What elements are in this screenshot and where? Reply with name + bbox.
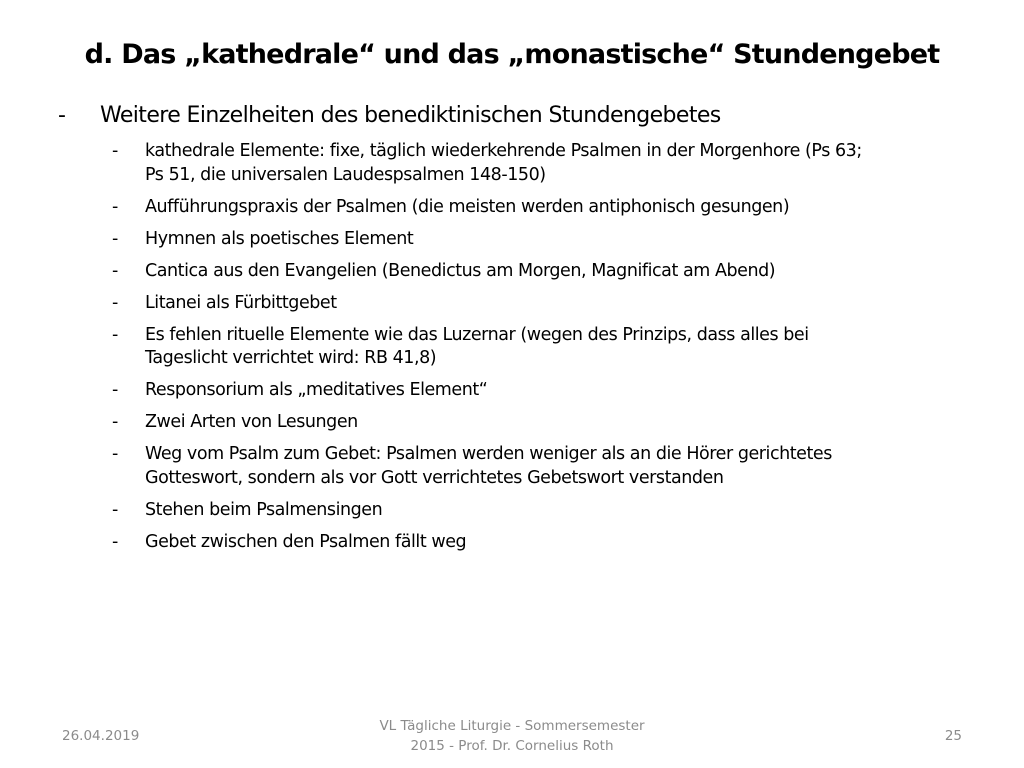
sub-bullet-item — [0, 411, 1024, 435]
bullet-line: Gebet zwischen den Psalmen fällt weg — [145, 531, 467, 552]
bullet-line: Litanei als Fürbittgebet — [145, 292, 337, 313]
slide-title: d. Das „kathedrale“ und das „monastische“ Stundengebet — [84, 39, 940, 70]
bullet-marker: - — [112, 531, 118, 552]
bullet-marker: - — [112, 196, 118, 217]
bullet-line: Cantica aus den Evangelien (Benedictus am Morgen, Magnificat am Abend) — [145, 260, 776, 281]
footer-date: 26.04.2019 — [62, 728, 140, 744]
main-bullet-marker: - — [58, 103, 66, 128]
bullet-line: Gotteswort, sondern als vor Gott verrichtetes Gebetswort verstanden — [145, 467, 724, 488]
bullet-marker: - — [112, 324, 118, 345]
sub-bullet-item — [0, 443, 1024, 490]
bullet-marker: - — [112, 228, 118, 249]
sub-bullet-item — [0, 140, 1024, 187]
sub-bullet-item — [0, 499, 1024, 523]
sub-bullet-item — [0, 196, 1024, 220]
footer-page-number: 25 — [944, 728, 962, 744]
bullet-line: Stehen beim Psalmensingen — [145, 499, 383, 520]
bullet-marker: - — [112, 499, 118, 520]
sub-bullet-item — [0, 292, 1024, 316]
bullet-marker: - — [112, 412, 118, 432]
bullet-line: kathedrale Elemente: fixe, täglich wiederkehrende Psalmen in der Morgenhore (Ps 63; — [145, 141, 862, 161]
sub-bullet-item — [0, 228, 1024, 252]
bullet-marker: - — [112, 292, 118, 313]
footer-course-info — [362, 716, 662, 756]
bullet-line: Weg vom Psalm zum Gebet: Psalmen werden weniger als an die Hörer gerichtetes — [145, 444, 832, 464]
sub-bullet-item — [0, 531, 1024, 555]
bullet-marker: - — [112, 260, 118, 281]
sub-bullet-item — [0, 324, 1024, 371]
bullet-line: Hymnen als poetisches Element — [145, 228, 414, 249]
sub-bullet-list — [0, 140, 1024, 563]
main-bullet-text: Weitere Einzelheiten des benediktinischen Stundengebetes — [100, 103, 721, 128]
bullet-line: Responsorium als „meditatives Element“ — [145, 380, 488, 400]
bullet-line: Aufführungspraxis der Psalmen (die meisten werden antiphonisch gesungen) — [145, 196, 790, 217]
bullet-marker: - — [112, 444, 118, 464]
bullet-line: Zwei Arten von Lesungen — [145, 412, 358, 432]
footer-course-line: VL Tägliche Liturgie - Sommersemester — [379, 718, 645, 734]
bullet-line: Es fehlen rituelle Elemente wie das Luzernar (wegen des Prinzips, dass alles bei — [145, 324, 809, 345]
bullet-marker: - — [112, 141, 118, 161]
bullet-marker: - — [112, 380, 118, 400]
footer-course-line: 2015 - Prof. Dr. Cornelius Roth — [410, 738, 614, 754]
bullet-line: Tageslicht verrichtet wird: RB 41,8) — [145, 348, 437, 368]
sub-bullet-item — [0, 260, 1024, 284]
bullet-line: Ps 51, die universalen Laudespsalmen 148-150) — [145, 164, 546, 185]
sub-bullet-item — [0, 379, 1024, 403]
